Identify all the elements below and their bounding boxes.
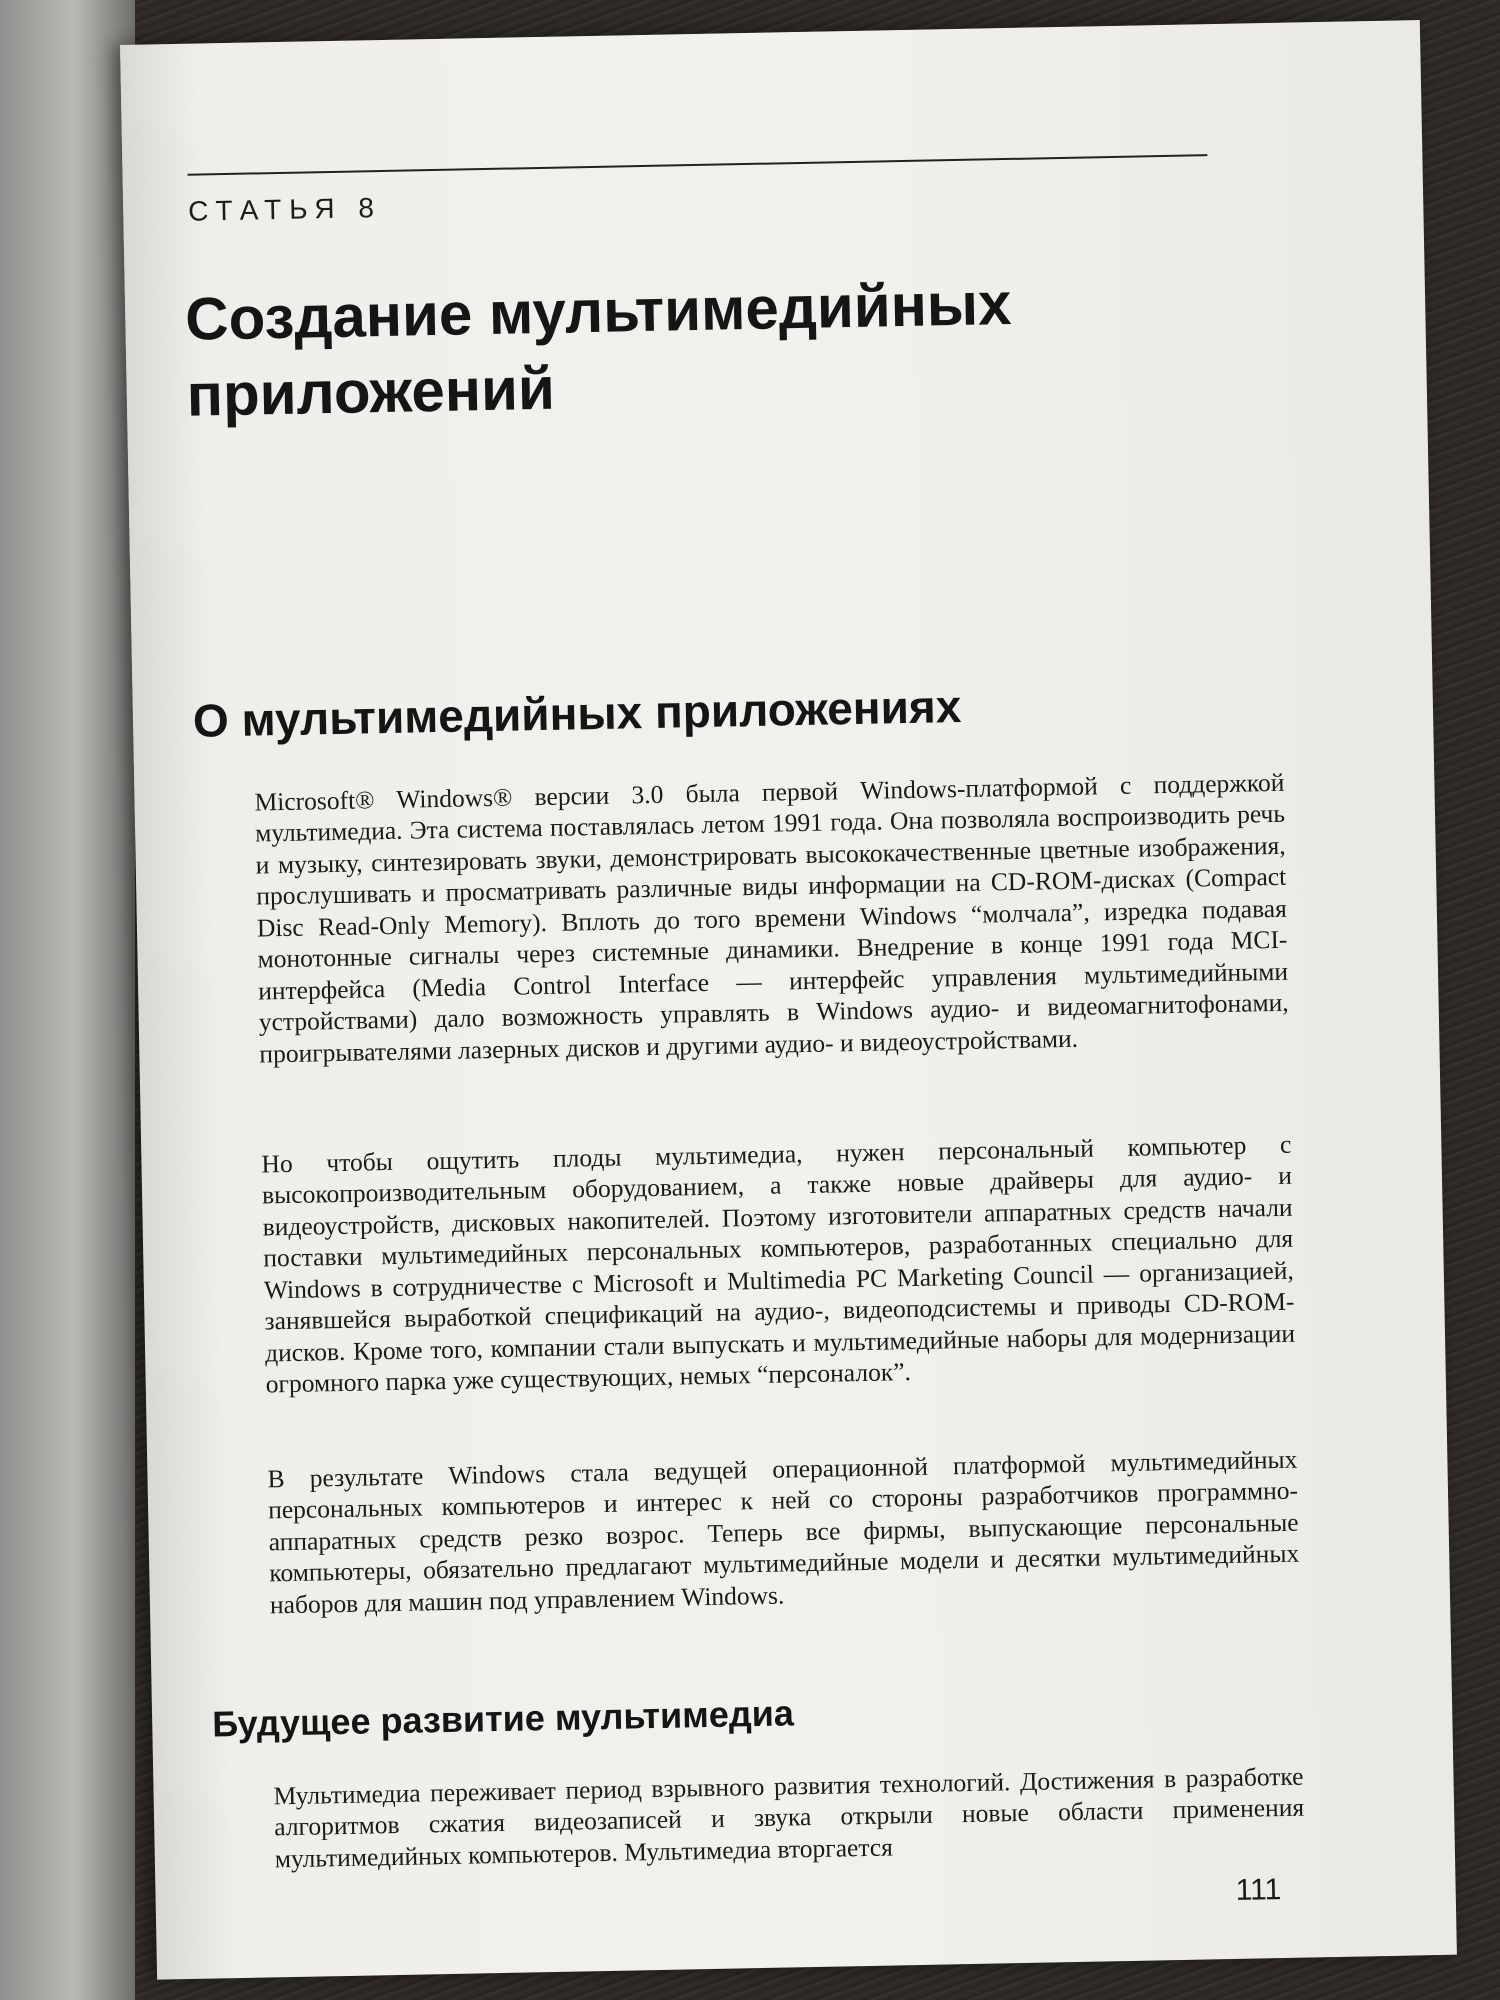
header-rule xyxy=(187,154,1207,176)
paragraph: Microsoft® Windows® версии 3.0 была первой Windows-платформой с поддержкой мультимедиа. Эта система поставлялась летом 1991 года. Она позволяла воспроизводить речь и музыку, синтезировать звуки, демонстрировать высококачественные цветные изображения, прослушивать и просматривать различные виды информации на CD-ROM-дисках (Compact Disc Read-Only Memory). Вплоть до того времени Windows “молчала”, изредка подавая монотонные сигналы через системные динамики. Внедрение в конце 1991 года MCI-интерфейса (Media Control Interface — интерфейс управления мультимедийными устройствами) дало возможность управлять в Windows аудио- и видеомагнитофонами, проигрывателями лазерных дисков и другими аудио- и видеоустройствами. xyxy=(254,767,1289,1069)
section-heading: О мультимедийных приложениях xyxy=(192,679,962,747)
subsection-heading: Будущее развитие мультимедиа xyxy=(211,1692,795,1745)
paragraph: Но чтобы ощутить плоды мультимедиа, нужен персональный компьютер с высокопроизводительным оборудованием, а также новые драйверы для аудио- и видеоустройств, дисковых накопителей. Поэтому изготовители аппаратных средств начали поставки мультимедийных персональных компьютеров, разработанных специально для Windows в сотрудничестве с Microsoft и Multimedia PC Marketing Council — организацией, занявшейся выработкой спецификаций на аудио-, видеоподсистемы и приводы CD-ROM-дисков. Кроме того, компании стали выпускать и мультимедийные наборы для модернизации огромного парка уже существующих, немых “персоналок”. xyxy=(261,1129,1296,1399)
article-label: СТАТЬЯ 8 xyxy=(187,192,383,227)
page-number: 111 xyxy=(1235,1873,1282,1907)
paragraph: Мультимедиа переживает период взрывного развития технологий. Достижения в разработке алгоритмов сжатия видеозаписей и звука открыли новые области применения мультимедийных компьютеров. Мультимедиа вторгается xyxy=(273,1761,1305,1873)
chapter-title: Создание мультимедийных приложений xyxy=(184,269,1013,429)
paragraph: В результате Windows стала ведущей операционной платформой мультимедийных персональных компьютеров и интерес к ней со стороны разработчиков программно-аппаратных средств резко возрос. Теперь все фирмы, выпускающие персональные компьютеры, обязательно предлагают мультимедийные модели и десятки мультимедийных наборов для машин под управлением Windows. xyxy=(267,1444,1300,1619)
book-page xyxy=(120,20,1457,1980)
facing-page-edge xyxy=(0,0,135,2000)
